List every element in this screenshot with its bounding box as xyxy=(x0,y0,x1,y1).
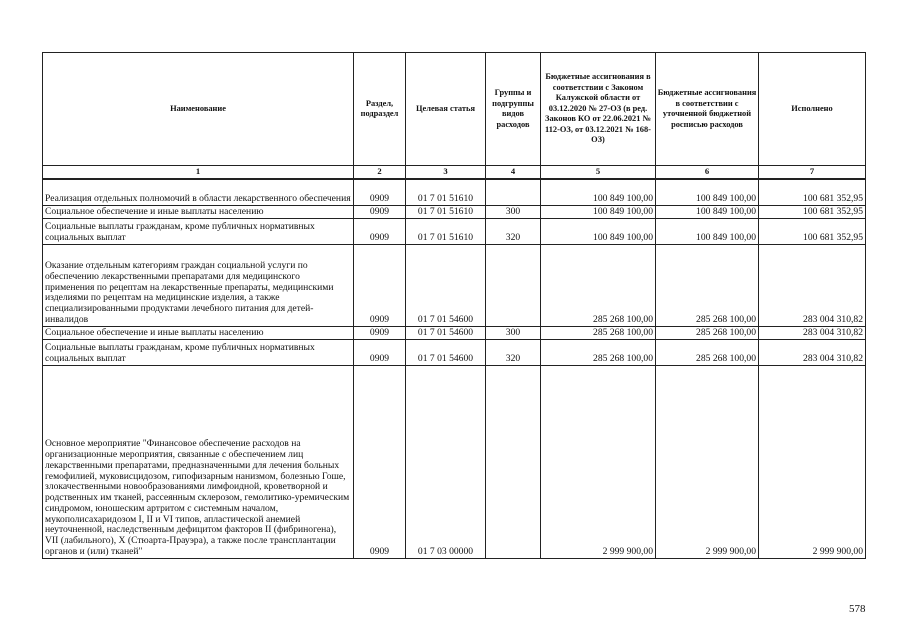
row-group: 320 xyxy=(486,339,541,365)
row-name: Социальное обеспечение и иные выплаты населению xyxy=(43,326,354,339)
table-row xyxy=(43,365,866,558)
row-executed: 283 004 310,82 xyxy=(759,339,866,365)
row-budget-law: 100 849 100,00 xyxy=(541,205,656,218)
row-budget-law: 100 849 100,00 xyxy=(541,179,656,205)
row-target: 01 7 01 54600 xyxy=(406,339,486,365)
row-name: Оказание отдельным категориям граждан социальной услуги по обеспечению лекарственными препаратами для медицинского применения по рецептам на лекарственные препараты, медицинскими изделиями по рецептам на медицинские изделия, а также специализированными продуктами лечебного питания для детей-инвалидов xyxy=(43,244,354,326)
row-target: 01 7 01 51610 xyxy=(406,205,486,218)
header-budget-law: Бюджетные ассигнования в соответствии с Законом Калужской области от 03.12.2020 № 27-ОЗ (в ред. Законов КО от 22.06.2021 № 112-ОЗ, от 03.12.2021 № 168-ОЗ) xyxy=(541,53,656,166)
row-section: 0909 xyxy=(354,179,406,205)
row-group xyxy=(486,179,541,205)
row-executed: 100 681 352,95 xyxy=(759,179,866,205)
row-budget-refined: 100 849 100,00 xyxy=(656,179,759,205)
row-budget-law: 285 268 100,00 xyxy=(541,244,656,326)
row-name: Реализация отдельных полномочий в области лекарственного обеспечения xyxy=(43,179,354,205)
header-budget-refined: Бюджетные ассигнования в соответствии с уточненной бюджетной росписью расходов xyxy=(656,53,759,166)
column-number: 7 xyxy=(759,166,866,180)
table-header-row xyxy=(43,53,866,166)
row-name: Социальное обеспечение и иные выплаты населению xyxy=(43,205,354,218)
table-row xyxy=(43,179,866,205)
row-section: 0909 xyxy=(354,205,406,218)
row-budget-refined: 100 849 100,00 xyxy=(656,218,759,244)
page-number: 578 xyxy=(849,603,866,615)
row-executed: 2 999 900,00 xyxy=(759,365,866,558)
row-budget-refined: 2 999 900,00 xyxy=(656,365,759,558)
table-row xyxy=(43,244,866,326)
row-name: Социальные выплаты гражданам, кроме публичных нормативных социальных выплат xyxy=(43,218,354,244)
row-section: 0909 xyxy=(354,339,406,365)
column-number: 2 xyxy=(354,166,406,180)
row-group xyxy=(486,365,541,558)
row-target: 01 7 01 51610 xyxy=(406,218,486,244)
column-number: 5 xyxy=(541,166,656,180)
row-executed: 100 681 352,95 xyxy=(759,205,866,218)
row-name: Социальные выплаты гражданам, кроме публичных нормативных социальных выплат xyxy=(43,339,354,365)
header-groups: Группы и подгруппы видов расходов xyxy=(486,53,541,166)
budget-table-sheet xyxy=(42,52,865,559)
row-group xyxy=(486,244,541,326)
column-number: 1 xyxy=(43,166,354,180)
row-executed: 283 004 310,82 xyxy=(759,244,866,326)
row-group: 300 xyxy=(486,326,541,339)
row-target: 01 7 01 54600 xyxy=(406,244,486,326)
row-budget-law: 285 268 100,00 xyxy=(541,339,656,365)
row-target: 01 7 01 51610 xyxy=(406,179,486,205)
budget-table xyxy=(42,52,866,559)
header-section: Раздел, подраздел xyxy=(354,53,406,166)
row-budget-law: 100 849 100,00 xyxy=(541,218,656,244)
row-section: 0909 xyxy=(354,365,406,558)
row-budget-refined: 100 849 100,00 xyxy=(656,205,759,218)
header-target: Целевая статья xyxy=(406,53,486,166)
row-budget-refined: 285 268 100,00 xyxy=(656,339,759,365)
row-target: 01 7 03 00000 xyxy=(406,365,486,558)
table-row xyxy=(43,205,866,218)
header-executed: Исполнено xyxy=(759,53,866,166)
column-number: 3 xyxy=(406,166,486,180)
column-number-row xyxy=(43,166,866,180)
row-group: 320 xyxy=(486,218,541,244)
row-section: 0909 xyxy=(354,244,406,326)
row-budget-refined: 285 268 100,00 xyxy=(656,326,759,339)
row-section: 0909 xyxy=(354,218,406,244)
row-group: 300 xyxy=(486,205,541,218)
row-budget-law: 2 999 900,00 xyxy=(541,365,656,558)
table-row xyxy=(43,218,866,244)
table-row xyxy=(43,326,866,339)
row-budget-refined: 285 268 100,00 xyxy=(656,244,759,326)
table-row xyxy=(43,339,866,365)
row-name: Основное мероприятие "Финансовое обеспечение расходов на организационные мероприятия, связанные с обеспечением лиц лекарственными препаратами, предназначенными для лечения больных гемофилией, муковисцидозом, гипофизарным нанизмом, болезнью Гоше, злокачественными новообразованиями лимфоидной, кроветворной и родственных им тканей, рассеянным склерозом, гемолитико-уремическим синдромом, юношеским артритом с системным началом, мукополисахаридозом I, II и VI типов, апластической анемией неуточненной, наследственным дефицитом факторов II (фибриногена), VII (лабильного), X (Стюарта-Прауэра), а также после трансплантации органов и (или) тканей" xyxy=(43,365,354,558)
column-number: 6 xyxy=(656,166,759,180)
header-name: Наименование xyxy=(43,53,354,166)
column-number: 4 xyxy=(486,166,541,180)
row-executed: 100 681 352,95 xyxy=(759,218,866,244)
row-budget-law: 285 268 100,00 xyxy=(541,326,656,339)
row-section: 0909 xyxy=(354,326,406,339)
row-executed: 283 004 310,82 xyxy=(759,326,866,339)
row-target: 01 7 01 54600 xyxy=(406,326,486,339)
